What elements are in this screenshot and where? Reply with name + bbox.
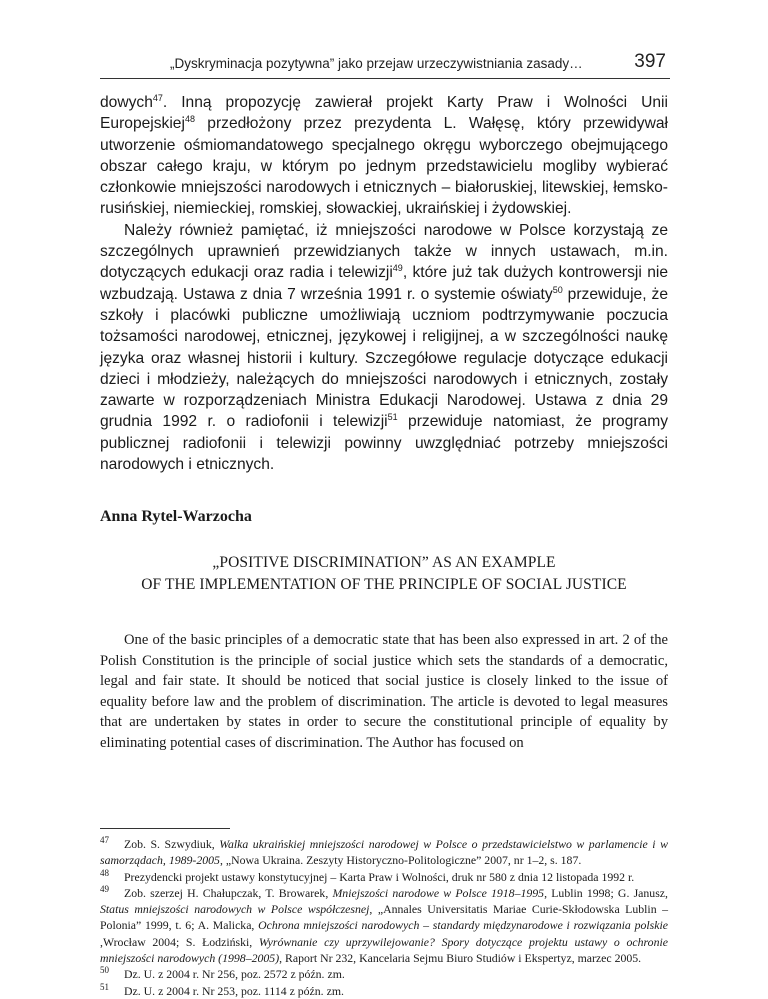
footnote-47: $^{47}$ Zob. S. Szwydiuk, Walka ukraińskiej mniejszości narodowej w Polsce o przedstawicielstwo w parlamencie i w samorządach, 1989-2005, „Nowa Ukraina. Zeszyty Historyczno-Politologiczne” 2007, nr 1–2, s. 187. (100, 835, 668, 868)
footnote-50: $^{50}$ Dz. U. z 2004 r. Nr 256, poz. 2572 z późn. zm. (100, 965, 345, 982)
running-header (100, 50, 670, 79)
summary-abstract (100, 630, 668, 753)
footnotes (100, 836, 668, 999)
footnote-ref-51[interactable]: 51 (387, 412, 398, 423)
footnote-ref-50[interactable]: 50 (552, 284, 563, 295)
paragraph: Należy również pamiętać, iż mniejszości narodowe w Polsce korzystają ze szczególnych uprawnień przewidzianych także w innych ustawach, m.in. dotyczących edukacji oraz radia i telewizji$^{49}$, które już tak dużych kontrowersji nie wzbudzają. Ustawa z dnia 7 września 1991 r. o systemie oświaty$^{50}$ przewiduje, że szkoły i placówki publiczne umożliwiają uczniom podtrzymywanie poczucia tożsamości narodowej, etnicznej, językowej i religijnej, a w szczególności naukę języka oraz własnej historii i kultury. Szczegółowe regulacje dotyczące edukacji dzieci i młodzieży, należących do mniejszości narodowych i etnicznych, zostały zawarte w rozporządzeniach Ministra Edukacji Narodowej. Ustawa z dnia 29 grudnia 1992 r. o radiofonii i telewizji$^{51}$ przewiduje natomiast, że programy publicznej radiofonii i telewizji powinny uwzględniać potrzeby mniejszości narodowych i etnicznych. (100, 221, 669, 474)
footnote-ref-47[interactable]: 47 (152, 92, 163, 103)
summary-author: Anna Rytel-Warzocha (100, 508, 252, 525)
summary-title-line: „POSITIVE DISCRIMINATION” AS AN EXAMPLE (212, 554, 556, 571)
summary-title-line: OF THE IMPLEMENTATION OF THE PRINCIPLE OF SOCIAL JUSTICE (141, 576, 627, 593)
footnote-51: $^{51}$ Dz. U. z 2004 r. Nr 253, poz. 1114 z późn. zm. (100, 981, 344, 998)
paragraph: dowych$^{47}$. Inną propozycję zawierał projekt Karty Praw i Wolności Unii Europejskiej$^{48}$ przedłożony przez prezydenta L. Wałęsę, który przewidywał utworzenie ośmiomandatowego specjalnego okręgu wyborczego obejmującego obszar całego kraju, w którym po jednym przedstawicielu mogliby wybierać członkowie mniejszości narodowych i etnicznych – białoruskiej, litewskiej, łemsko-rusińskiej, niemieckiej, romskiej, słowackiej, ukraińskiej i żydowskiej. (100, 92, 668, 218)
footnote-ref-48[interactable]: 48 (184, 114, 195, 125)
running-title: „Dyskryminacja pozytywna” jako przejaw urzeczywistniania zasady… (170, 56, 583, 71)
summary-title (100, 552, 668, 596)
body-text (100, 92, 668, 475)
footnote-48: $^{48}$ Prezydencki projekt ustawy konstytucyjnej – Karta Praw i Wolności, druk nr 580 z dnia 12 listopada 1992 r. (100, 867, 635, 884)
footnote-49: $^{49}$ Zob. szerzej H. Chałupczak, T. Browarek, Mniejszości narodowe w Polsce 1918–1995, Lublin 1998; G. Janusz, Status mniejszości narodowych w Polsce współczesnej, „Annales Universitatis Mariae Curie-Skłodowska Lublin – Polonia” 1999, t. 6; A. Malicka, Ochrona mniejszości narodowych – standardy międzynarodowe i rozwiązania polskie ,Wrocław 2004; S. Łodziński, Wyrównanie czy uprzywilejowanie? Spory dotyczące projektu ustawy o ochronie mniejszości narodowych (1998–2005), Raport Nr 232, Kancelaria Sejmu Biuro Studiów i Ekspertyz, marzec 2005. (100, 883, 668, 966)
footnote-separator (100, 828, 230, 829)
page-number: 397 (634, 51, 666, 72)
footnote-ref-49[interactable]: 49 (392, 263, 403, 274)
abstract-paragraph: One of the basic principles of a democratic state that has been also expressed in art. 2 of the Polish Constitution is the principle of social justice which sets the standards of a democratic, legal and fair state. It should be noticed that social justice is closely linked to the issue of equality before law and the problem of discrimination. The article is devoted to legal measures that are undertaken by states in order to secure the constitutional principle of equality by eliminating potential cases of discrimination. The Author has focused on (100, 632, 668, 751)
